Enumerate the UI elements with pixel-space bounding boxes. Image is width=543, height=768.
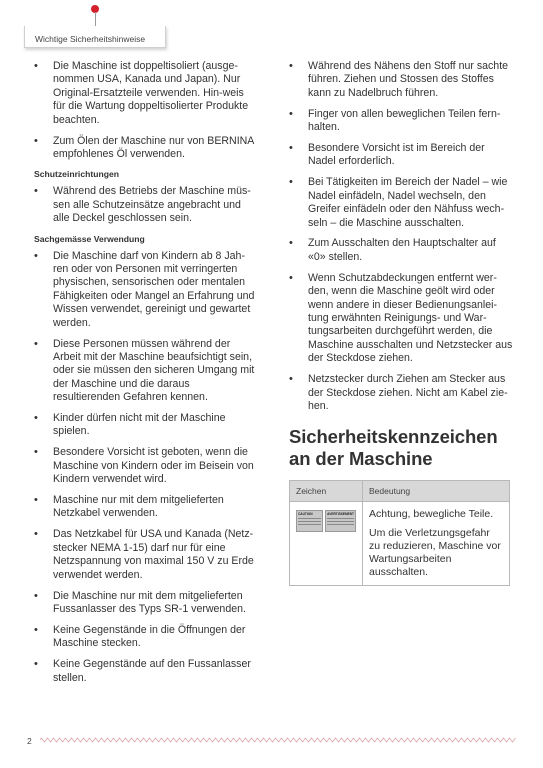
footer-decorative-line — [40, 736, 516, 744]
column-header-sign: Zeichen — [290, 481, 363, 502]
meaning-title: Achtung, bewegliche Teile. — [369, 508, 494, 521]
list-item: • Besondere Vorsicht ist im Bereich der Nadel erforderlich. — [289, 142, 513, 169]
table-header-row — [290, 481, 510, 502]
meaning-cell — [363, 502, 510, 586]
column-header-meaning: Bedeutung — [363, 481, 510, 502]
right-column — [289, 60, 513, 586]
warning-label-text: AVERTISSEMENT — [327, 512, 354, 517]
list-item: • Das Netzkabel für USA und Kanada (Netz-stecker NEMA 1-15) darf nur für eine Netzspannung von maximal 150 V zu Erde verwendet werden. — [34, 528, 256, 582]
list-item: • Maschine nur mit dem mitgelieferten Netzkabel verwenden. — [34, 494, 256, 521]
caution-label-left — [296, 510, 323, 532]
sign-cell — [290, 502, 363, 586]
table-row — [290, 502, 510, 586]
caution-label-image — [296, 510, 356, 532]
bullet-list-3 — [34, 250, 256, 685]
list-item: • Die Maschine ist doppeltisoliert (ausge-nommen USA, Kanada und Japan). Nur Original-Ersatzteile verwenden. Hin-weis für die Wartung doppeltisolierter Produkte beachten. — [34, 60, 256, 127]
page-number: 2 — [27, 736, 32, 746]
caution-label-text: CAUTION — [298, 512, 313, 517]
bullet-list-right — [289, 60, 513, 413]
left-column — [34, 60, 256, 692]
list-item: • Zum Ölen der Maschine nur von BERNINA empfohlenes Öl verwenden. — [34, 135, 256, 162]
subheading-sachgemaesse-verwendung: Sachgemässe Verwendung — [34, 233, 145, 244]
list-item: • Keine Gegenstände auf den Fussanlasser stellen. — [34, 658, 256, 685]
list-item: • Bei Tätigkeiten im Bereich der Nadel – wie Nadel einfädeln, Nadel wechseln, den Greifer einfädeln oder den Nähfuss wech-seln – die Maschine ausschalten. — [289, 176, 513, 230]
meaning-description: Um die Verletzungsgefahr zu reduzieren, Maschine vor Wartungsarbeiten ausschalten. — [369, 527, 501, 579]
section-tab — [24, 26, 166, 48]
subheading-schutzeinrichtungen: Schutzeinrichtungen — [34, 169, 119, 180]
list-item: • Während des Betriebs der Maschine müs-sen alle Schutzeinsätze angebracht und alle Deckel geschlossen sein. — [34, 185, 256, 225]
section-heading: Sicherheitskennzeichen an der Maschine — [289, 426, 498, 470]
warning-label-right — [325, 510, 356, 532]
bullet-list-1 — [34, 60, 256, 161]
list-item: • Netzstecker durch Ziehen am Stecker aus der Steckdose ziehen. Nicht am Kabel zie-hen. — [289, 373, 513, 413]
list-item: • Die Maschine darf von Kindern ab 8 Jah-ren oder von Personen mit verringerten physischen, sensorischen oder mentalen Fähigkeiten oder Mangel an Erfahrung und Wissen verwendet, gereinigt und gewartet werden. — [34, 250, 256, 330]
list-item: • Zum Ausschalten den Hauptschalter auf «0» stellen. — [289, 237, 513, 264]
safety-signs-table — [289, 480, 510, 586]
list-item: • Kinder dürfen nicht mit der Maschine spielen. — [34, 412, 256, 439]
bullet-list-2 — [34, 185, 256, 225]
list-item: • Die Maschine nur mit dem mitgelieferten Fussanlasser des Typs SR-1 verwenden. — [34, 590, 256, 617]
list-item: • Während des Nähens den Stoff nur sachte führen. Ziehen und Stossen des Stoffes kann zu Nadelbruch führen. — [289, 60, 513, 100]
list-item: • Keine Gegenstände in die Öffnungen der Maschine stecken. — [34, 624, 256, 651]
list-item: • Wenn Schutzabdeckungen entfernt wer-den, wenn die Maschine geölt wird oder wenn andere in dieser Bedienungsanlei-tung erwähnten Reinigungs- und War-tungsarbeiten durchgeführt werden, die Maschine ausschalten und Netzstecker aus der Steckdose ziehen. — [289, 272, 513, 366]
list-item: • Besondere Vorsicht ist geboten, wenn die Maschine von Kindern oder im Beisein von Kindern verwendet wird. — [34, 446, 256, 486]
section-title: Wichtige Sicherheitshinweise — [35, 34, 146, 44]
list-item: • Finger von allen beweglichen Teilen fern-halten. — [289, 108, 513, 135]
list-item: • Diese Personen müssen während der Arbeit mit der Maschine beaufsichtigt sein, oder sie müssen den sicheren Umgang mit der Maschine und die daraus resultierenden Gefahren kennen. — [34, 338, 256, 405]
